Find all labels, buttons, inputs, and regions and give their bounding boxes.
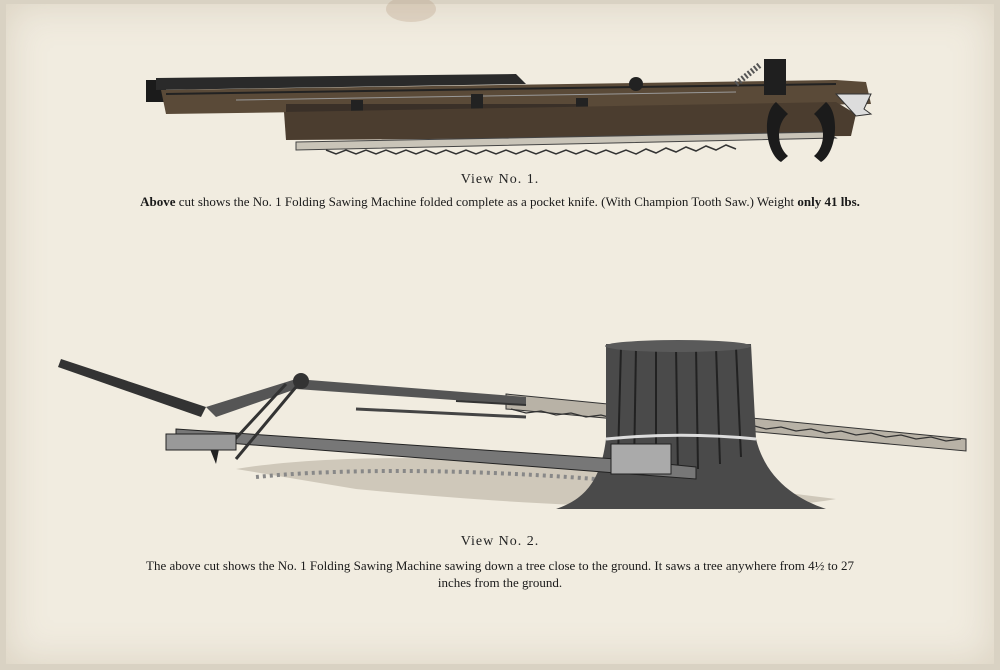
view-1-caption [46,193,954,210]
view-1-caption-weight: only 41 lbs. [797,194,860,209]
view-2-label: View No. 2. [460,534,540,549]
view-2-caption-line2: inches from the ground. [437,575,563,590]
view-1-caption-text: cut shows the No. 1 Folding Sawing Machine folded complete as a pocket knife. (With Champion Tooth Saw.) Weight [175,194,798,209]
sawing-tree-illustration [56,339,971,529]
catalog-page [6,4,994,664]
paper-stain [386,0,436,22]
view-2-caption [46,557,954,591]
view-2-caption-line1: The above cut shows the No. 1 Folding Sawing Machine sawing down a tree close to the ground. It saws a tree anywhere from 4½ to 27 [146,558,854,573]
folded-sawing-machine-illustration [136,54,876,169]
view-1-caption-lead: Above [140,194,176,209]
view-1-label: View No. 1. [460,172,540,187]
